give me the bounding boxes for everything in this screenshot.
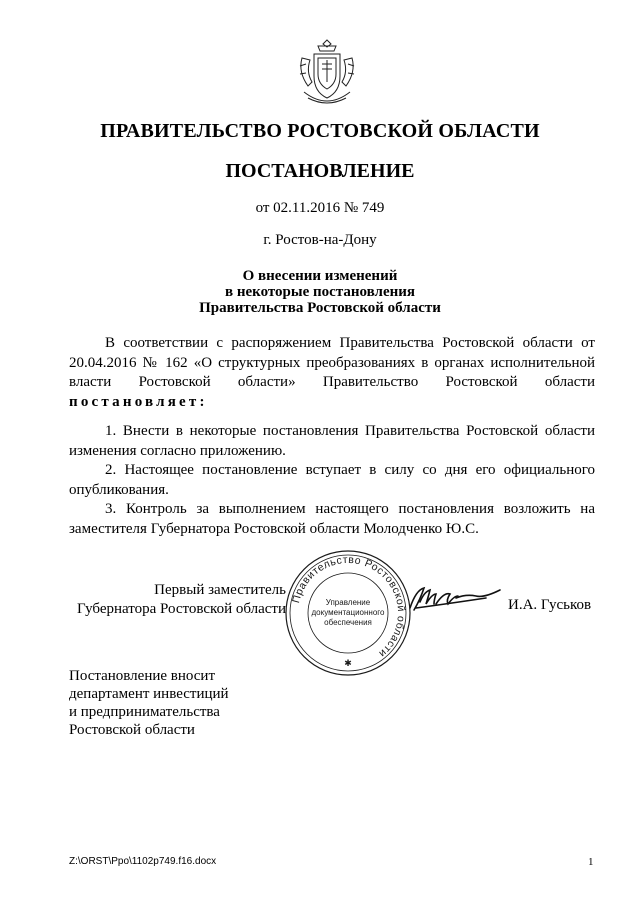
document-subject xyxy=(0,268,640,316)
handwritten-signature xyxy=(402,578,502,618)
subject-line: О внесении изменений xyxy=(242,268,398,284)
stamp-center-line: обеспечения xyxy=(324,618,372,627)
page-number: 1 xyxy=(588,856,594,868)
position-line: Первый заместитель xyxy=(154,582,286,598)
department-line: департамент инвестиций xyxy=(69,686,229,702)
submitting-department xyxy=(69,667,229,739)
stamp-center-line: Управление xyxy=(325,598,371,607)
decree-item: 2. Настоящее постановление вступает в силу со дня его официального опубликования. xyxy=(69,462,595,498)
decree-item: 1. Внести в некоторые постановления Правительства Ростовской области изменения согласно приложению. xyxy=(69,423,595,459)
decree-items xyxy=(69,422,595,539)
stamp-ring-text: Правительство Ростовской области xyxy=(290,553,408,660)
stamp-star-icon: ✱ xyxy=(344,658,352,668)
organization-title: ПРАВИТЕЛЬСТВО РОСТОВСКОЙ ОБЛАСТИ xyxy=(100,120,540,142)
document-type: ПОСТАНОВЛЕНИЕ xyxy=(225,160,415,182)
subject-line: Правительства Ростовской области xyxy=(199,300,441,316)
coat-of-arms-emblem xyxy=(296,36,358,110)
stamp-center-line: документационного xyxy=(311,608,385,617)
subject-line: в некоторые постановления xyxy=(224,284,416,300)
date-number: от 02.11.2016 № 749 xyxy=(255,200,385,216)
signatory-name: И.А. Гуськов xyxy=(508,597,592,613)
preamble-paragraph xyxy=(69,334,595,412)
preamble-text: В соответствии с распоряжением Правительства Ростовской области от 20.04.2016 № 162 «О структурных преобразованиях в органах исполнительной власти Ростовской области» Правительство Ростовской области xyxy=(69,335,595,390)
department-line: и предпринимательства xyxy=(69,704,220,720)
department-line: Постановление вносит xyxy=(69,668,216,684)
department-line: Ростовской области xyxy=(69,722,195,738)
preamble xyxy=(69,334,595,412)
official-stamp xyxy=(283,548,413,678)
decree-item: 3. Контроль за выполнением настоящего постановления возложить на заместителя Губернатора Ростовской области Молодченко Ю.С. xyxy=(69,501,595,537)
decree-word: постановляет: xyxy=(69,393,208,410)
signatory-position xyxy=(60,581,286,619)
city: г. Ростов-на-Дону xyxy=(263,232,377,248)
file-path: Z:\ORST\Ppo\1102p749.f16.docx xyxy=(69,856,217,867)
position-line: Губернатора Ростовской области xyxy=(76,601,286,617)
